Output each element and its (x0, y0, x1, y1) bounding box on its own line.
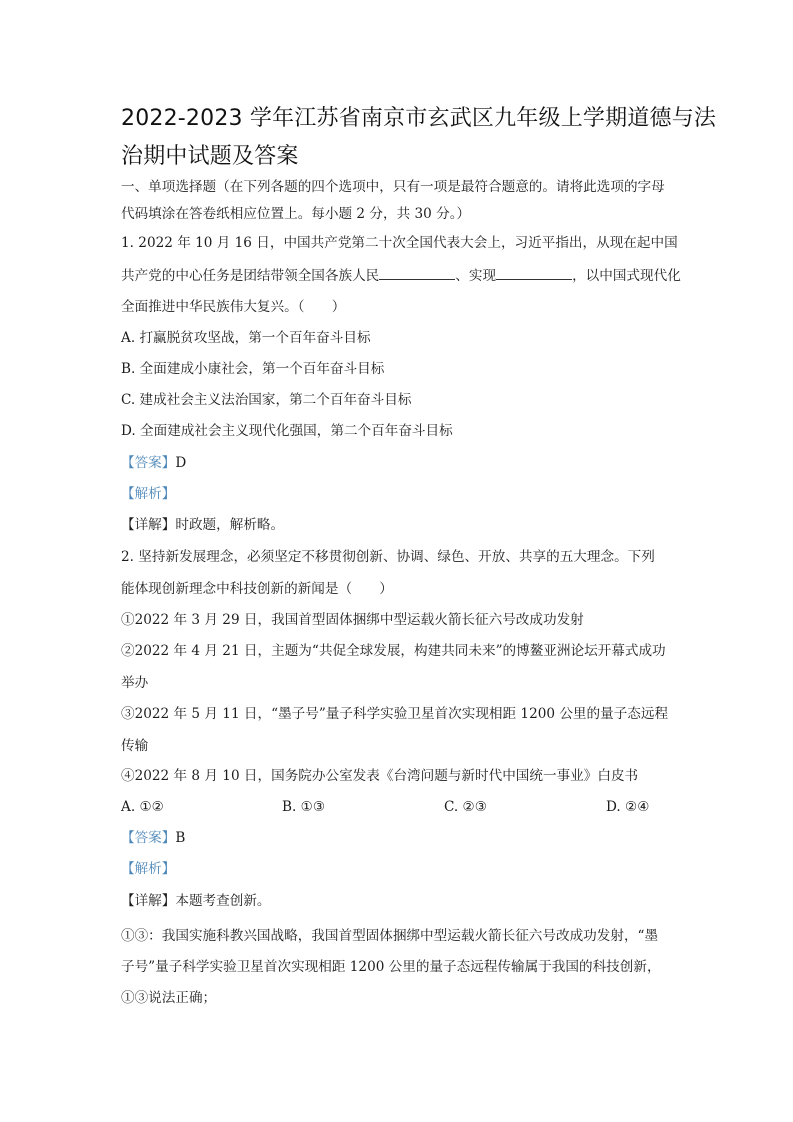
q2-item-2: ②2022 年 4 月 21 日，主题为“共促全球发展，构建共同未来”的博鳌亚洲论坛开幕式成功 (121, 643, 666, 659)
q2-option-d: D. ②④ (606, 799, 650, 815)
fill-blank-2 (496, 266, 572, 280)
q1-option-b: B. 全面建成小康社会，第一个百年奋斗目标 (121, 361, 385, 377)
q2-stem-line-2: 能体现创新理念中科技创新的新闻是（ ） (121, 581, 393, 597)
fill-blank-1 (379, 266, 455, 280)
q1-answer (121, 453, 681, 473)
q2-analysis-label: 【解析】 (121, 861, 176, 877)
q1-stem-text-a: 共产党的中心任务是团结带领全国各族人民 (121, 268, 380, 284)
answer-label: 【答案】 (121, 830, 176, 846)
document-title-line-2: 治期中试题及答案 (121, 144, 299, 169)
document-title-line-1: 2022-2023 学年江苏省南京市玄武区九年级上学期道德与法 (121, 106, 717, 131)
q1-stem-text-c: ，以中国式现代化 (572, 268, 681, 284)
q2-item-4: ④2022 年 8 月 10 日，国务院办公室发表《台湾问题与新时代中国统一事业》白皮书 (121, 768, 639, 784)
q2-option-a: A. ①② (121, 799, 164, 815)
q1-stem-line-2 (121, 266, 681, 286)
q2-option-b: B. ①③ (282, 799, 326, 815)
q2-stem-line-1: 2. 坚持新发展理念，必须坚定不移贯彻创新、协调、绿色、开放、共享的五大理念。下列 (121, 549, 655, 565)
q2-explanation-line-2: 子号”量子科学实验卫星首次实现相距 1200 公里的量子态远程传输属于我国的科技创新， (121, 959, 661, 975)
q2-detail: 【详解】本题考查创新。 (121, 893, 271, 909)
q2-explanation-line-3: ①③说法正确； (121, 990, 217, 1006)
answer-value: D (175, 455, 187, 471)
q1-option-a: A. 打赢脱贫攻坚战，第一个百年奋斗目标 (121, 330, 371, 346)
q1-analysis-label: 【解析】 (121, 486, 176, 502)
q2-item-2-cont: 举办 (121, 675, 149, 691)
q2-item-3: ③2022 年 5 月 11 日，“墨子号”量子科学实验卫星首次实现相距 1200 公里的量子态远程 (121, 706, 669, 722)
q1-stem-line-3: 全面推进中华民族伟大复兴。（ ） (121, 299, 346, 315)
q1-detail: 【详解】时政题，解析略。 (121, 517, 285, 533)
q2-item-1: ①2022 年 3 月 29 日，我国首型固体捆绑中型运载火箭长征六号改成功发射 (121, 612, 584, 628)
section-heading-line-2: 代码填涂在答卷纸相应位置上。每小题 2 分，共 30 分。） (121, 206, 471, 222)
q2-item-3-cont: 传输 (121, 738, 149, 754)
q1-option-c: C. 建成社会主义法治国家，第二个百年奋斗目标 (121, 392, 412, 408)
answer-value: B (175, 830, 186, 846)
q2-answer (121, 828, 681, 848)
q2-option-c: C. ②③ (444, 799, 487, 815)
q1-option-d: D. 全面建成社会主义现代化强国，第二个百年奋斗目标 (121, 423, 453, 439)
section-heading-line-1: 一、单项选择题（在下列各题的四个选项中，只有一项是最符合题意的。请将此选项的字母 (121, 179, 665, 195)
q2-explanation-line-1: ①③：我国实施科教兴国战略，我国首型固体捆绑中型运载火箭长征六号改成功发射，“墨 (121, 928, 659, 944)
q1-stem-line-1: 1. 2022 年 10 月 16 日，中国共产党第二十次全国代表大会上，习近平指出，从现在起中国 (121, 235, 678, 251)
q1-stem-text-b: 、实现 (455, 268, 497, 284)
answer-label: 【答案】 (121, 455, 176, 471)
